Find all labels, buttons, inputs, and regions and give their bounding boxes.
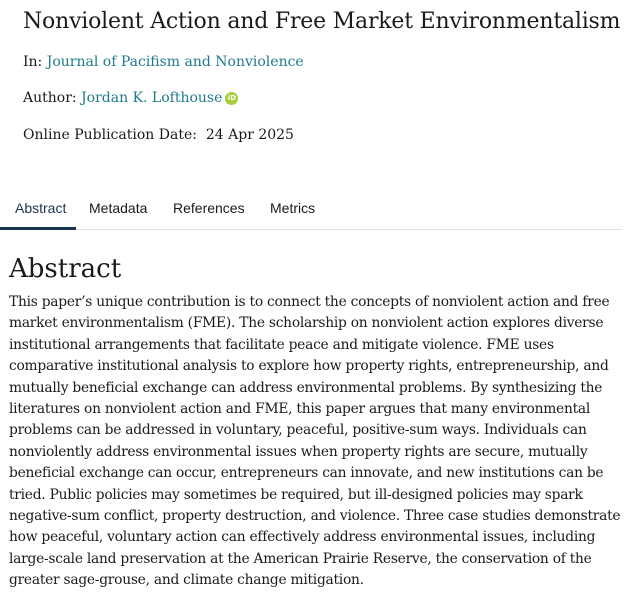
article-title: Nonviolent Action and Free Market Environmentalism [23, 9, 621, 34]
journal-label: In: [23, 54, 43, 70]
tab-abstract[interactable]: Abstract [15, 200, 67, 216]
author-link[interactable]: Jordan K. Lofthouse [81, 90, 223, 106]
orcid-icon[interactable]: iD [225, 92, 238, 105]
article-tabs [0, 189, 622, 230]
abstract-heading: Abstract [9, 254, 122, 284]
active-tab-indicator [0, 227, 76, 230]
tab-references[interactable]: References [173, 200, 245, 216]
publication-date-line [23, 127, 294, 143]
abstract-text: This paper’s unique contribution is to connect the concepts of nonviolent action and free market environmentalism (FME). The scholarship on nonviolent action explores diverse institutional arrangements that facilitate peace and mitigate violence. FME uses comparative institutional analysis to explore how property rights, entrepreneurship, and mutually beneficial exchange can address environmental problems. By synthesizing the literatures on nonviolent action and FME, this paper argues that many environmental problems can be addressed in voluntary, peaceful, positive-sum ways. Individuals can nonviolently address environmental issues when property rights are secure, mutually beneficial exchange can occur, entrepreneurs can innovate, and new institutions can be tried. Public policies may sometimes be required, but ill-designed policies may spark negative-sum conflict, property destruction, and violence. Three case studies demonstrate how peaceful, voluntary action can effectively address environmental issues, including large-scale land preservation at the American Prairie Reserve, the conservation of the greater sage-grouse, and climate change mitigation. [9, 294, 621, 589]
tab-metadata[interactable]: Metadata [89, 200, 148, 216]
publication-date-label: Online Publication Date: [23, 127, 197, 143]
author-line [23, 90, 238, 106]
journal-line [23, 54, 304, 70]
publication-date-value: 24 Apr 2025 [205, 127, 294, 143]
author-label: Author: [23, 90, 77, 106]
journal-link[interactable]: Journal of Pacifism and Nonviolence [46, 54, 304, 70]
tab-metrics[interactable]: Metrics [270, 200, 316, 216]
